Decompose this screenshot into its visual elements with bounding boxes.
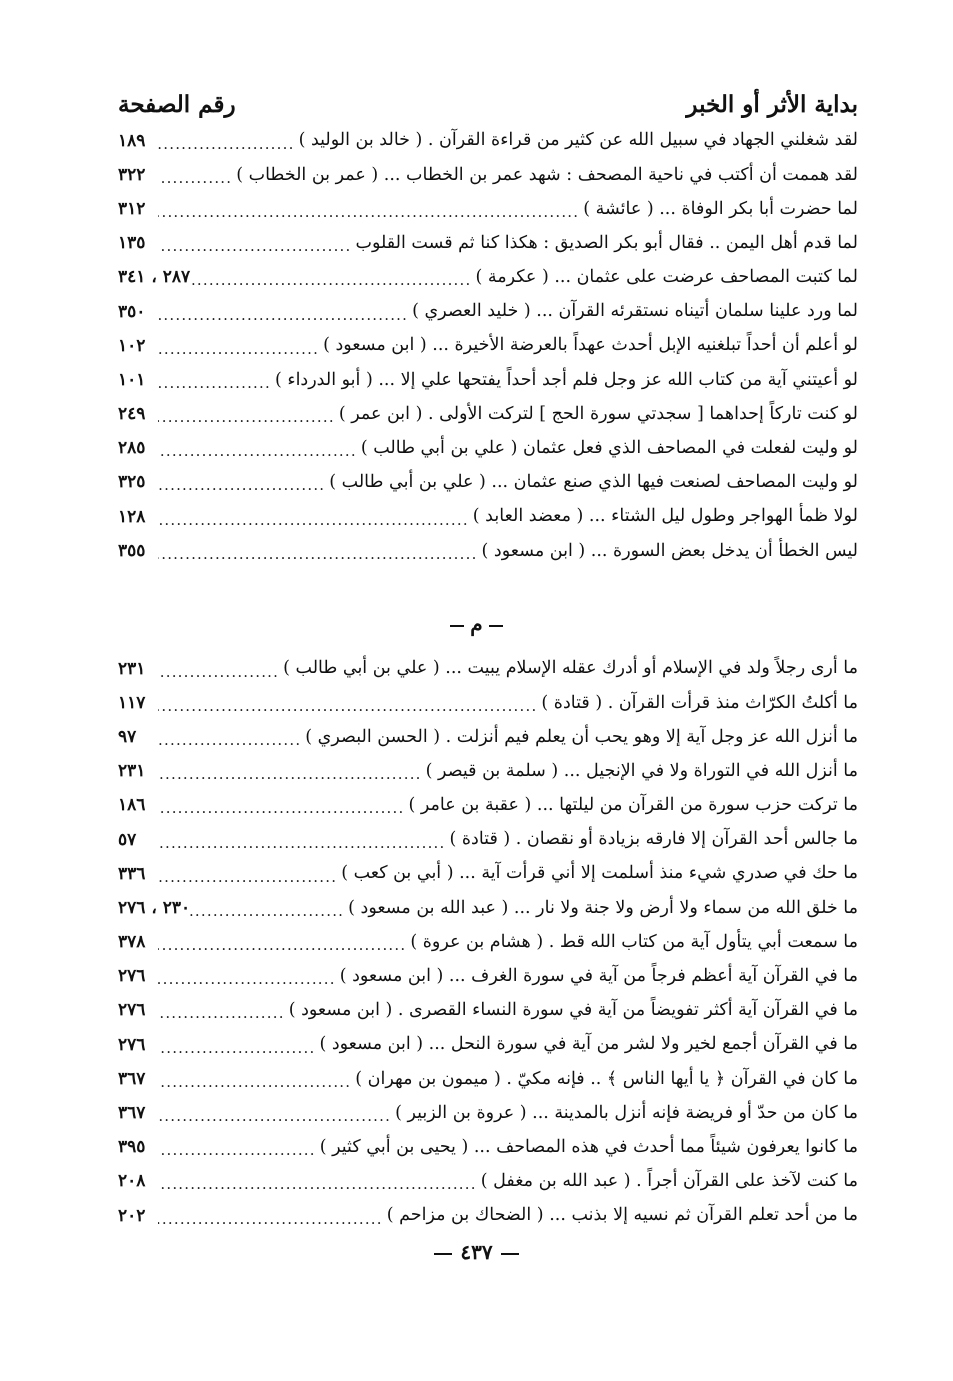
dot-leader — [158, 733, 305, 748]
index-entry — [118, 432, 858, 466]
entry-page-number: ١٠١ — [118, 369, 146, 390]
entry-text: لما كتبت المصاحف عرضت على عثمان ... ( عكرمة ) — [475, 267, 858, 288]
dot-leader — [158, 870, 341, 885]
dash-left — [501, 1253, 519, 1255]
entry-text: ما من أحد تعلم القرآن ثم نسيه إلا بذنب ... ( الضحاك بن مزاحم ) — [386, 1205, 858, 1226]
entry-text: ما في القرآن آية أكثر تفويضاً من آية في سورة النساء القصرى . ( ابن مسعود ) — [288, 1000, 858, 1021]
dot-leader — [158, 938, 410, 953]
index-entry — [118, 1199, 858, 1233]
entry-page-number: ٢٣٠ ، ٢٧٦ — [118, 897, 191, 918]
entry-page-number: ٢٤٩ — [118, 404, 146, 425]
entry-page-number: ٣٣٦ — [118, 863, 146, 884]
entry-page-number: ٣٢٢ — [118, 164, 146, 185]
index-entry — [118, 994, 858, 1028]
entry-page-number: ١١٧ — [118, 692, 146, 713]
index-entry — [118, 1096, 858, 1130]
entry-page-number: ٣٦٧ — [118, 1068, 146, 1089]
index-entry — [118, 789, 858, 823]
index-entry — [118, 158, 858, 192]
dot-leader — [158, 205, 583, 220]
dot-leader — [158, 444, 361, 459]
index-entry — [118, 261, 858, 295]
dot-leader — [158, 478, 329, 493]
dot-leader — [158, 137, 299, 152]
dot-leader — [158, 1143, 320, 1158]
index-entry — [118, 755, 858, 789]
index-entry — [118, 926, 858, 960]
index-entry — [118, 398, 858, 432]
index-entry — [118, 124, 858, 158]
entry-page-number: ٣٥٥ — [118, 540, 146, 561]
entry-page-number: ٣٦٧ — [118, 1103, 146, 1124]
entry-text: ما تركت حزب سورة من القرآن من ليلتها ... ( عقبة بن عامر ) — [408, 795, 858, 816]
dot-leader — [158, 1212, 387, 1227]
index-entry — [118, 720, 858, 754]
dot-leader — [158, 801, 408, 816]
entry-text: ما خلق الله من سماء ولا أرض ولا جنة ولا نار ... ( عبد الله بن مسعود ) — [348, 897, 858, 918]
entry-text: ما حك في صدري شيء منذ أسلمت إلا أني قرأت آية ... ( أبي بن كعب ) — [341, 863, 858, 884]
entry-page-number: ٣٥٠ — [118, 301, 146, 322]
entry-page-number: ٢٠٢ — [118, 1205, 146, 1226]
entry-page-number: ١٢٨ — [118, 506, 146, 527]
section-letter: م — [470, 612, 483, 636]
index-entry — [118, 823, 858, 857]
entry-page-number: ٣٢٥ — [118, 472, 146, 493]
entry-page-number: ٢٧٦ — [118, 1000, 146, 1021]
entry-page-number: ٢٣١ — [118, 658, 146, 679]
entry-text: ما جالس أحد القرآن إلا فارقه بزيادة أو نقصان . ( قتادة ) — [449, 829, 858, 850]
entry-page-number: ٣١٢ — [118, 198, 146, 219]
entry-page-number: ٣٩٥ — [118, 1137, 146, 1158]
dot-leader — [158, 1109, 395, 1124]
dot-leader — [158, 1006, 289, 1021]
entry-text: ما أرى رجلاً ولد في الإسلام أو أدرك عقله الإسلام يبيت ... ( علي بن أبي طالب ) — [283, 658, 858, 679]
entry-text: ما كان من حدّ أو فريضة فإنه أنزل بالمدينة ... ( عروة بن الزبير ) — [395, 1102, 858, 1123]
entry-text: ما في القرآن أجمع لخير ولا لشر من آية في سورة النحل ... ( ابن مسعود ) — [319, 1034, 858, 1055]
dot-leader — [158, 308, 412, 323]
index-entry — [118, 534, 858, 568]
entry-page-number: ٥٧ — [118, 829, 137, 850]
entry-page-number: ٢٧٦ — [118, 1034, 146, 1055]
index-entry — [118, 960, 858, 994]
dot-leader — [158, 665, 283, 680]
entry-text: ما كانوا يعرفون شيئاً مما أحدث في هذه المصاحف ... ( يحيى بن أبي كثير ) — [319, 1136, 858, 1157]
entry-page-number: ٢٠٨ — [118, 1171, 146, 1192]
index-entry — [118, 227, 858, 261]
column-title-athar: بداية الأثر أو الخبر — [686, 90, 858, 118]
entry-text: ما أنزل الله عز وجل آية إلا وهو يحب أن يعلم فيم أنزلت . ( الحسن البصري ) — [305, 726, 858, 747]
entry-text: ما أكلتُ الكرّاث منذ قرأت القرآن . ( قتادة ) — [541, 692, 858, 713]
entry-page-number: ٢٣١ — [118, 761, 146, 782]
entry-page-number: ١٨٩ — [118, 130, 146, 151]
dot-leader — [190, 904, 348, 919]
index-entry — [118, 1165, 858, 1199]
index-entry — [118, 500, 858, 534]
entry-text: لو أعلم أن أحداً تبلغنيه الإبل أحدث عهداً بالعرضة الأخيرة ... ( ابن مسعود ) — [323, 335, 858, 356]
index-entry — [118, 1028, 858, 1062]
entry-text: لما قدم أهل اليمن .. فقال أبو بكر الصديق : هكذا كنا ثم قست القلوب — [355, 232, 858, 253]
dash-left — [489, 625, 503, 627]
entry-page-number: ٢٨٥ — [118, 438, 146, 459]
index-entry — [118, 363, 858, 397]
dot-leader — [158, 239, 356, 254]
dot-leader — [190, 273, 475, 288]
entry-text: ما كنت لآخذ على القرآن أجراً . ( عبد الله بن مغفل ) — [480, 1171, 858, 1192]
entry-text: ما في القرآن آية أعظم فرجاً من آية في سورة الغرف ... ( ابن مسعود ) — [339, 966, 858, 987]
index-list-meem — [118, 652, 858, 1233]
index-list-lam — [118, 124, 858, 568]
index-entry — [118, 1062, 858, 1096]
page-header — [118, 84, 858, 124]
page-number: ٤٣٧ — [460, 1240, 493, 1264]
section-letter-heading — [0, 612, 953, 636]
entry-page-number: ٩٧ — [118, 726, 137, 747]
index-entry — [118, 466, 858, 500]
dot-leader — [158, 972, 340, 987]
dot-leader — [158, 342, 323, 357]
dot-leader — [158, 1177, 481, 1192]
index-entry — [118, 652, 858, 686]
dot-leader — [158, 410, 339, 425]
dot-leader — [158, 547, 482, 562]
entry-text: ما سمعت أبي يتأول آية من كتاب الله قط . ( هشام بن عروة ) — [410, 931, 858, 952]
entry-text: لما حضرت أبا بكر الوفاة ... ( عائشة ) — [583, 198, 858, 219]
index-entry — [118, 329, 858, 363]
entry-page-number: ٢٨٧ ، ٣٤١ — [118, 267, 191, 288]
entry-page-number: ١٨٦ — [118, 795, 146, 816]
entry-text: لو كنت تاركاً إحداهما [ سجدتي سورة الحج ] لتركت الأولى . ( ابن عمر ) — [338, 403, 858, 424]
column-title-page-number: رقم الصفحة — [118, 90, 236, 118]
entry-page-number: ٢٧٦ — [118, 966, 146, 987]
index-entry — [118, 891, 858, 925]
index-entry — [118, 192, 858, 226]
entry-text: لقد هممت أن أكتب في ناحية المصحف : شهد عمر بن الخطاب ... ( عمر بن الخطاب ) — [236, 164, 858, 185]
dot-leader — [158, 376, 275, 391]
index-entry — [118, 857, 858, 891]
entry-text: ليس الخطأ أن يدخل بعض السورة ... ( ابن مسعود ) — [481, 540, 858, 561]
dot-leader — [158, 171, 236, 186]
entry-text: لقد شغلني الجهاد في سبيل الله عن كثير من قراءة القرآن . ( خالد بن الوليد ) — [298, 130, 858, 151]
page-footer — [0, 1240, 953, 1264]
dot-leader — [158, 767, 426, 782]
entry-text: لو وليت المصاحف لصنعت فيها الذي صنع عثمان ... ( علي بن أبي طالب ) — [329, 472, 858, 493]
index-entry — [118, 1131, 858, 1165]
entry-text: لو أعيتني آية من كتاب الله عز وجل فلم أجد أحداً يفتحها علي إلا ... ( أبو الدرداء ) — [274, 369, 858, 390]
dot-leader — [158, 836, 449, 851]
index-entry — [118, 686, 858, 720]
entry-page-number: ١٠٢ — [118, 335, 146, 356]
entry-text: ما أنزل الله في التوراة ولا في الإنجيل ... ( سلمة بن قيصر ) — [425, 760, 858, 781]
entry-text: لولا ظمأ الهواجر وطول ليل الشتاء ... ( معضد العابد ) — [472, 506, 858, 527]
dot-leader — [158, 699, 541, 714]
dot-leader — [158, 1075, 355, 1090]
dot-leader — [158, 513, 473, 528]
entry-text: لو وليت لفعلت في المصاحف الذي فعل عثمان ( علي بن أبي طالب ) — [360, 438, 858, 459]
entry-text: لما ورد علينا سلمان أتيناه نستقرئه القرآن ... ( خليد العصري ) — [412, 301, 858, 322]
index-entry — [118, 295, 858, 329]
entry-page-number: ٣٧٨ — [118, 932, 146, 953]
dash-right — [450, 625, 464, 627]
entry-text: ما كان في القرآن ﴿ يا أيها الناس ﴾ .. فإنه مكيّ . ( ميمون بن مهران ) — [355, 1068, 858, 1089]
entry-page-number: ١٣٥ — [118, 233, 146, 254]
dot-leader — [158, 1041, 319, 1056]
dash-right — [434, 1253, 452, 1255]
